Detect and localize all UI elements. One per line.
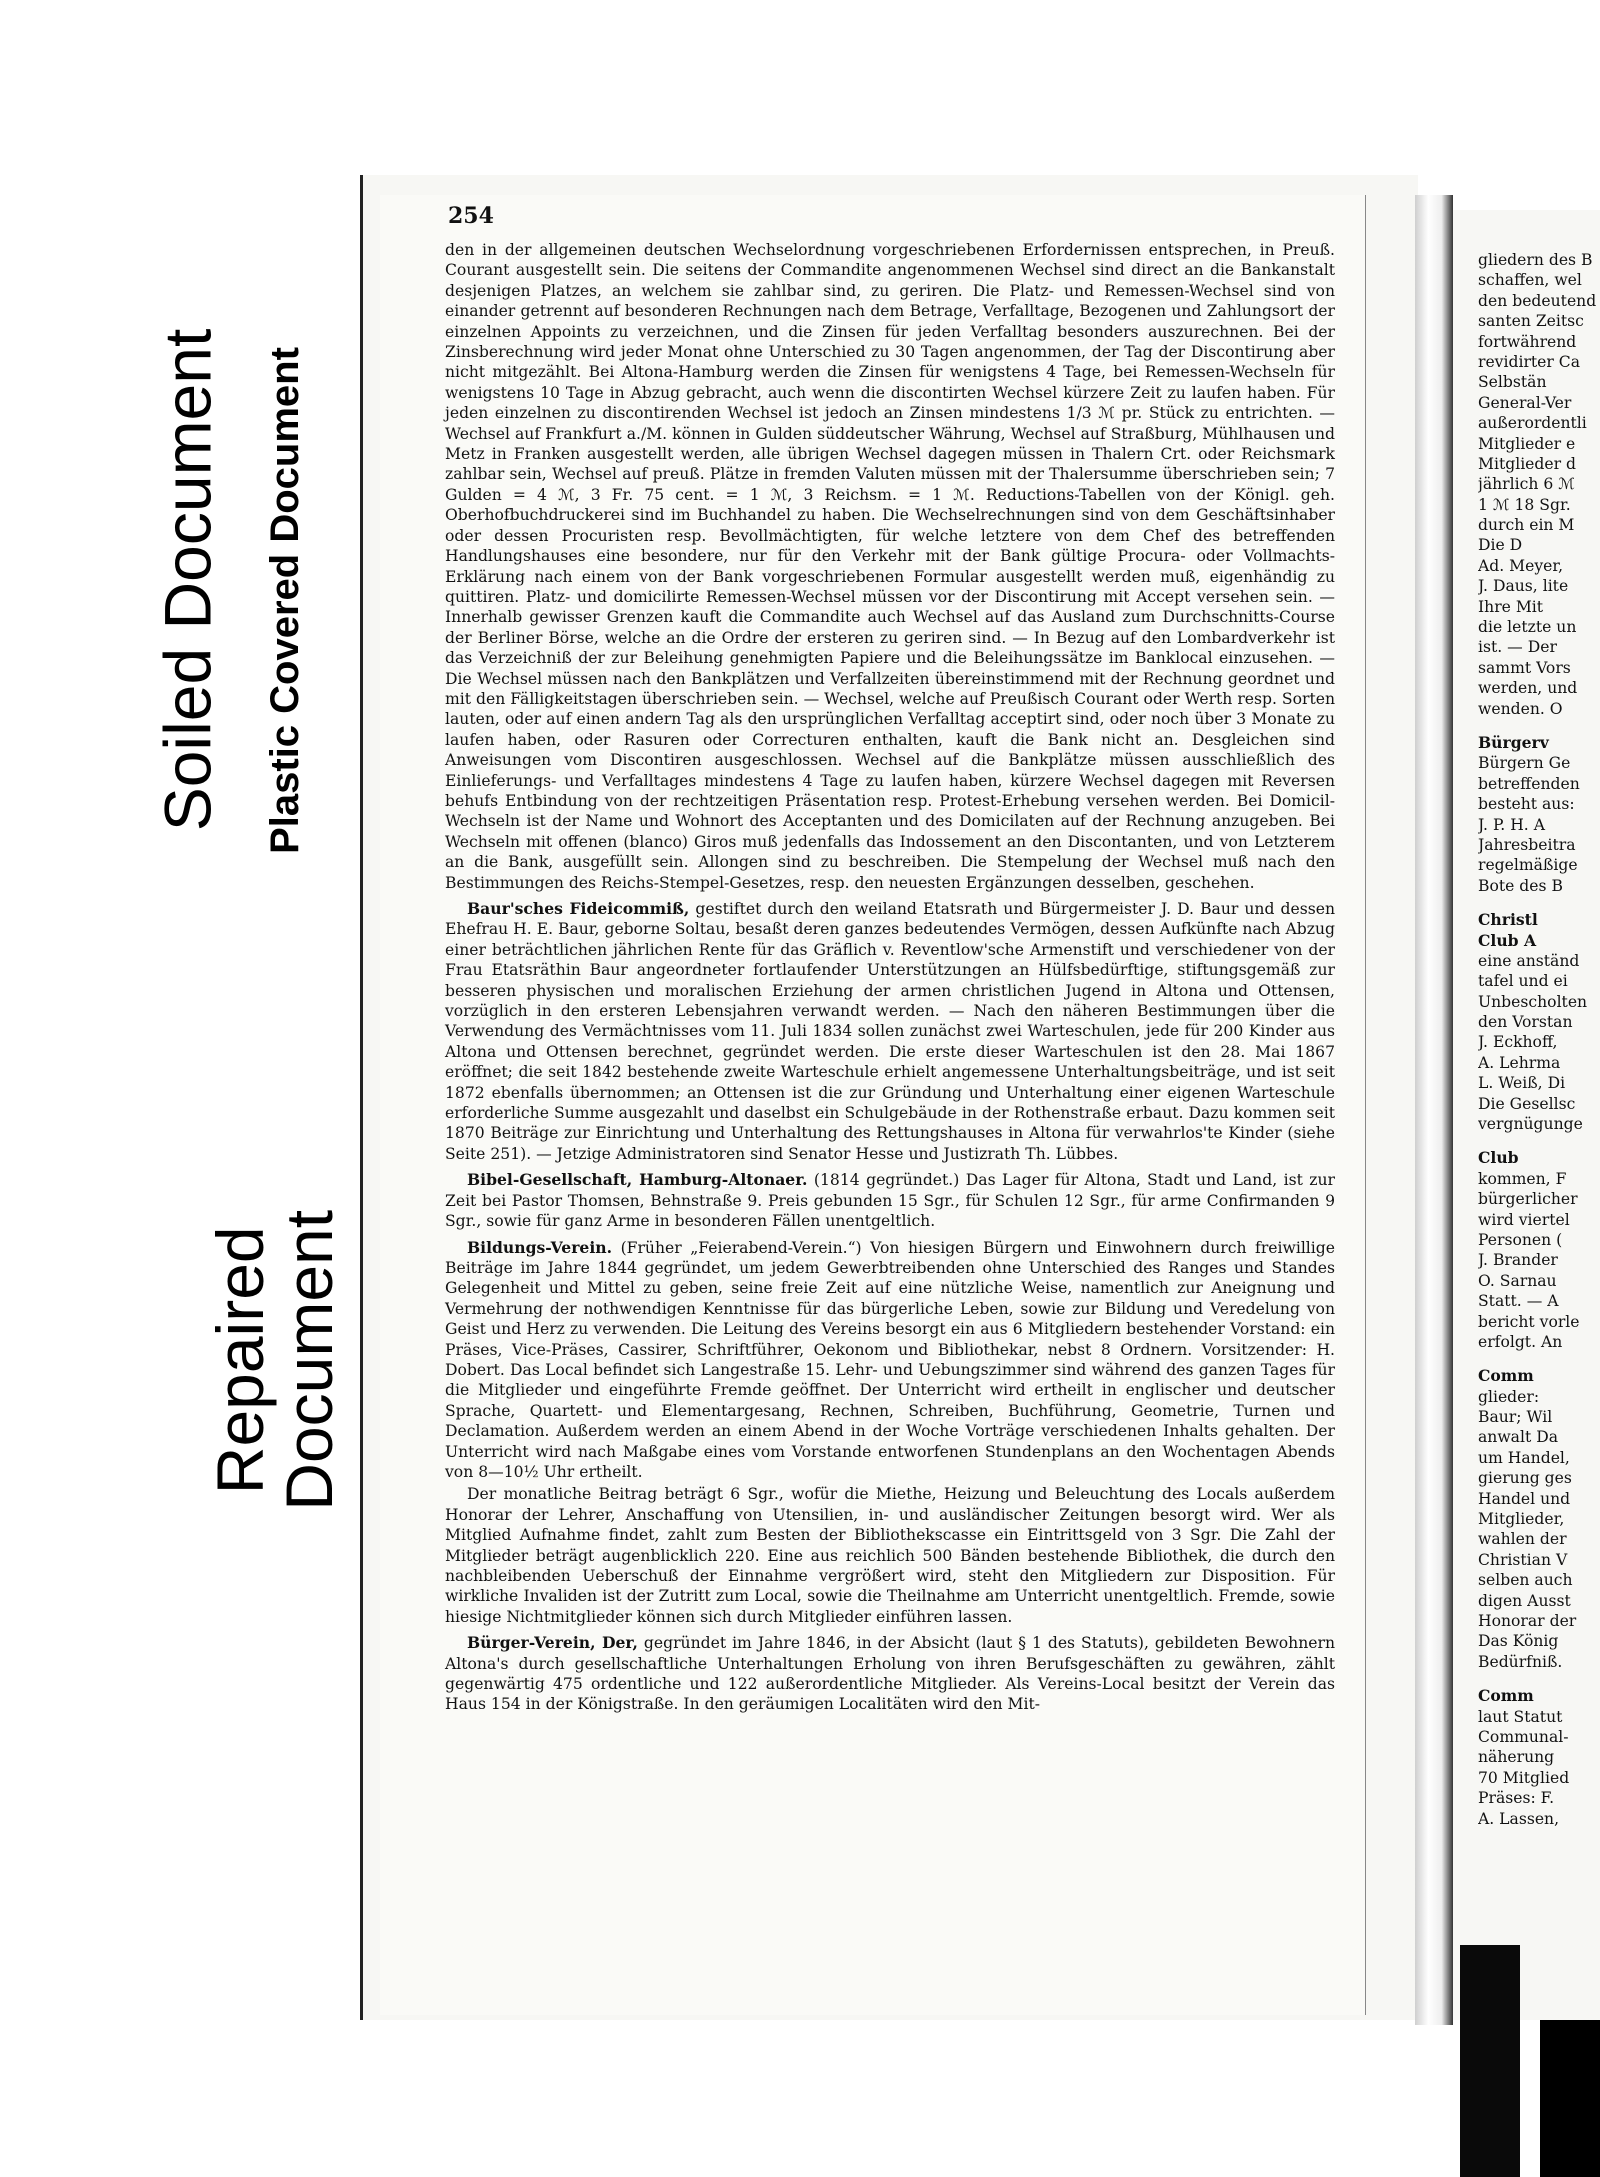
facing-line: ist. — Der xyxy=(1478,638,1557,657)
facing-line: gliedern des B xyxy=(1478,251,1593,269)
facing-gap xyxy=(1478,1134,1600,1148)
facing-line: Mitglieder, xyxy=(1478,1510,1565,1529)
entry-bildung xyxy=(445,1238,1335,1483)
facing-line: J. Eckhoff, xyxy=(1478,1033,1558,1052)
facing-line: bürgerlicher xyxy=(1478,1190,1578,1209)
facing-line: betreffenden xyxy=(1478,774,1580,793)
facing-line: besteht aus: xyxy=(1478,795,1575,814)
facing-page-text xyxy=(1478,250,1600,1829)
plastic-covered-label xyxy=(255,300,315,900)
facing-line: Die Gesellsc xyxy=(1478,1094,1576,1113)
entry-bildung-head: Bildungs-Verein. xyxy=(467,1237,613,1257)
page-text xyxy=(445,240,1335,1715)
facing-line: J. Brander xyxy=(1478,1251,1558,1270)
entry-bibel-text: (1814 gegründet.) Das Lager für Altona, Stadt und Land, ist zur Zeit bei Pastor Thomsen, Behnstraße 9. Preis gebunden 15 Sgr., für Schulen 12 Sgr., für arme Confirmanden 9 Sgr., sowie für ganz Arme in besonderen Fällen unentgeltlich. xyxy=(445,1171,1336,1231)
facing-line: revidirter Ca xyxy=(1478,352,1581,371)
facing-line: Mitglieder d xyxy=(1478,454,1577,473)
entry-baur-text: gestiftet durch den weiland Etatsrath und Bürgermeister J. D. Baur und dessen Ehefrau H. E. Baur, geborne Soltau, besaßt deren ganzes bedeutendes Vermögen, dessen Aufkünfte nach Abzug einer beträchtlichen jährlichen Rente für das Gräflich v. Reventlow'sche Armenstift und verschiedener von der Frau Etatsräthin Baur angeordneter fortlaufender Unterstützungen an Hülfsbedürftige, stiftungsgemäß zur besseren physischen und moralischen Erziehung der armen christlichen Jugend in Altona und Ottensen, vorzüglich in den ersteren Lebensjahren verwandt werden. — Nach den näheren Bestimmungen über die Verwendung des Vermächtnisses vom 11. Juli 1834 sollen zunächst zwei Warteschulen, jede für 200 Kinder aus Altona und Ottensen berechnet, gegründet werden. Die erste dieser Warteschulen ist den 28. Mai 1867 eröffnet; die seit 1842 bestehende zweite Warteschule erhielt angemessene Unterhaltungsbeiträge, und ist seit 1872 ebenfalls übernommen; an Ottensen ist die zur Gründung und Unterhaltung einer eigenen Warteschule erforderliche Summe ausgezahlt und daselbst ein Schulgebäude in der Rothenstraße erbaut. Dazu kommen seit 1870 Beiträge zur Einrichtung und Unterhaltung des Rettungshauses in Altona für verwahrlos'te Kinder (siehe Seite 251). — Jetzige Administratoren sind Senator Hesse und Justizrath Th. Lübbes. xyxy=(445,900,1335,1163)
facing-line: Club xyxy=(1478,1148,1519,1168)
facing-line: Bürgerv xyxy=(1478,732,1549,752)
facing-line: J. Daus, lite xyxy=(1478,577,1569,596)
facing-line: werden, und xyxy=(1478,679,1578,698)
facing-line: gierung ges xyxy=(1478,1469,1572,1488)
facing-line: anwalt Da xyxy=(1478,1428,1558,1447)
facing-line: Honorar der xyxy=(1478,1612,1577,1630)
facing-line: Club A xyxy=(1478,930,1537,950)
facing-line: Bürgern Ge xyxy=(1478,754,1571,773)
book-gutter xyxy=(1415,195,1453,2025)
facing-line: kommen, F xyxy=(1478,1169,1567,1188)
facing-line: selben auch xyxy=(1478,1571,1573,1590)
facing-line: Ihre Mit xyxy=(1478,597,1544,616)
facing-line: um Handel, xyxy=(1478,1448,1570,1467)
repaired-line-1: Repaired xyxy=(202,1226,277,1494)
facing-line: Baur; Wil xyxy=(1478,1408,1553,1427)
facing-line: außerordentli xyxy=(1478,414,1587,433)
scanner-shadow xyxy=(1460,1945,1520,2177)
facing-line: sammt Vors xyxy=(1478,658,1571,677)
facing-line: laut Statut xyxy=(1478,1707,1563,1726)
facing-gap xyxy=(1478,719,1600,733)
repaired-document-label xyxy=(180,1080,370,1640)
facing-line: Unbescholten xyxy=(1478,992,1588,1011)
facing-line: wenden. O xyxy=(1478,699,1563,718)
entry-buerger-head: Bürger-Verein, Der, xyxy=(467,1633,638,1653)
facing-line: O. Sarnau xyxy=(1478,1271,1557,1290)
facing-line: wahlen der xyxy=(1478,1530,1567,1549)
scanner-edge xyxy=(1540,2020,1600,2177)
facing-line: Comm xyxy=(1478,1686,1534,1706)
facing-line: Präses: F. xyxy=(1478,1789,1555,1808)
page-number: 254 xyxy=(448,203,494,229)
facing-line: bericht vorle xyxy=(1478,1312,1580,1331)
facing-line: A. Lassen, xyxy=(1478,1809,1560,1828)
entry-buerger-text: gegründet im Jahre 1846, in der Absicht (laut § 1 des Statuts), gebildeten Bewohnern Altona's durch gesellschaftliche Unterhaltungen Erholung von ihren Berufsgeschäften zu gewähren, zählt gegenwärtig 475 ordentliche und 122 außerordentliche Mitglieder. Als Vereins-Local besitzt der Verein das Haus 154 in der Königstraße. In den geräumigen Localitäten wird den Mit- xyxy=(445,1634,1335,1714)
entry-bildung-text: (Früher „Feierabend-Verein.“) Von hiesigen Bürgern und Einwohnern durch freiwillige Beiträge im Jahre 1844 gegründet, um jedem Gewerbtreibenden ohne Unterschied des Ranges und Standes Gelegenheit und Mittel zu geben, seine freie Zeit auf eine nützliche Weise, namentlich zur Aneignung und Vermehrung der nothwendigen Kenntnisse für das bürgerliche Leben, sowie zur Bildung und Veredelung von Geist und Herz zu verwenden. Die Leitung des Vereins besorgt ein aus 6 Mitgliedern bestehender Vorstand: ein Präses, Vice-Präses, Cassirer, Schriftführer, Oekonom und Bibliothekar, nebst 8 Ordnern. Vorsitzender: H. Dobert. Das Local befindet sich Langestraße 15. Lehr- und Uebungszimmer sind während des ganzen Tages für die Mitglieder und eingeführte Fremde geöffnet. Der Unterricht wird ertheilt in englischer und deutscher Sprache, Quartett- und Elementargesang, Rechnen, Schreiben, Buchführung, Geometrie, Turnen und Declamation. Außerdem werden an einem Abend in der Woche Vorträge verschiedenen Inhalts gehalten. Der Unterricht wird nach Maßgabe eines vom Vorstande entworfenen Stundenplans an den Wochentagen Abends von 8—10½ Uhr ertheilt. xyxy=(445,1238,1335,1481)
facing-gap xyxy=(1478,1352,1600,1366)
entry-bibel-head: Bibel-Gesellschaft, Hamburg-Altonaer. xyxy=(467,1170,808,1190)
facing-gap xyxy=(1478,1672,1600,1686)
facing-line: Comm xyxy=(1478,1366,1534,1386)
facing-line: regelmäßige xyxy=(1478,856,1578,875)
facing-line: Personen ( xyxy=(1478,1230,1563,1249)
facing-line: Christl xyxy=(1478,910,1538,930)
facing-line: General-Ver xyxy=(1478,393,1572,412)
facing-line: den Vorstan xyxy=(1478,1013,1573,1032)
soiled-document-label xyxy=(140,300,235,860)
entry-bildung-text-2: Der monatliche Beitrag beträgt 6 Sgr., wofür die Miethe, Heizung und Beleuchtung des Locals außerdem Honorar der Lehrer, Anschaffung von Utensilien, in- und ausländischer Zeitungen besorgt wird. Wer als Mitglied Aufnahme findet, zahlt zum Besten der Bibliothekscasse ein Eintrittsgeld von 3 Sgr. Die Zahl der Mitglieder beträgt augenblicklich 220. Eine aus reichlich 500 Bänden bestehende Bibliothek, die durch den nachbleibenden Ueberschuß der Einnahme vergrößert wird, steht den Mitgliedern zur Disposition. Für wirkliche Invaliden ist der Zutritt zum Local, sowie die Theilnahme am Unterricht unentgeltlich. Fremde, sowie hiesige Nichtmitglieder können sich durch Mitglieder einführen lassen. xyxy=(445,1485,1335,1626)
facing-line: Selbstän xyxy=(1478,373,1547,392)
facing-line: Statt. — A xyxy=(1478,1292,1559,1311)
facing-line: die letzte un xyxy=(1478,618,1577,637)
plastic-covered-text: Plastic Covered Document xyxy=(262,346,307,854)
facing-gap xyxy=(1478,896,1600,910)
entry-baur-head: Baur'sches Fideicommiß, xyxy=(467,899,690,918)
facing-line: Communal- xyxy=(1478,1727,1569,1746)
facing-line: Das König xyxy=(1478,1632,1559,1651)
facing-line: vergnügunge xyxy=(1478,1115,1583,1134)
facing-line: schaffen, wel xyxy=(1478,271,1582,290)
facing-line: Bote des B xyxy=(1478,876,1563,895)
facing-line: Ad. Meyer, xyxy=(1478,556,1564,575)
facing-line: L. Weiß, Di xyxy=(1478,1074,1566,1093)
intro-paragraph: den in der allgemeinen deutschen Wechselordnung vorgeschriebenen Erfordernissen entsprechen, in Preuß. Courant ausgestellt sein. Die seitens der Commandite angenommenen Wechsel sind direct an die Bankanstalt desjenigen Platzes, an welchem sie zahlbar sind, zu geriren. Die Platz- und Remessen-Wechsel sind von einander getrennt auf besonderen Rechnungen nach dem Betrage, Verfalltage, Bezogenen und Zahlungsort der einzelnen Appoints zu verzeichnen, und die Zinsen für jeden Verfalltag besonders auszurechnen. Bei der Zinsberechnung wird jeder Monat ohne Unterschied zu 30 Tagen angenommen, der Tag der Discontirung aber nicht mitgezählt. Bei Altona-Hamburg werden die Zinsen für wenigstens 4 Tage, bei Remessen-Wechseln für wenigstens 10 Tage in Abzug gebracht, auch wenn die discontirten Wechsel kürzere Zeit zu laufen haben. Für jeden einzelnen zu discontirenden Wechsel ist jedoch an Zinsen mindestens 1/3 ℳ pr. Stück zu entrichten. — Wechsel auf Frankfurt a./M. können in Gulden süddeutscher Währung, Wechsel auf Straßburg, Mühlhausen und Metz in Franken ausgestellt werden, alle übrigen Wechsel dagegen müssen in Thalern Crt. oder Reichsmark zahlbar sein, Wechsel auf preuß. Plätze in fremden Valuten müssen mit der Thalersumme überschrieben sein; 7 Gulden = 4 ℳ, 3 Fr. 75 cent. = 1 ℳ, 3 Reichsm. = 1 ℳ. Reductions-Tabellen von der Königl. geh. Oberhofbuchdruckerei sind im Buchhandel zu haben. Die Wechselrechnungen sind von dem Geschäftsinhaber oder dessen Procuristen resp. Bevollmächtigten, für welche letztere von dem Chef des betreffenden Handlungshauses eine besondere, nur für den Verkehr mit der Bank gültige Procura- oder Vollmachts-Erklärung nach einem von der Bank vorgeschriebenen Formular ausgestellt werden muß, eigenhändig zu quittiren. Platz- und domicilirte Remessen-Wechsel müssen vor der Discontirung mit Accept versehen sein. — Innerhalb gewisser Grenzen kauft die Commandite auch Wechsel auf das Ausland zum Durchschnitts-Course der Berliner Börse, welche an die Ordre der ersteren zu geriren sind. — In Bezug auf den Lombardverkehr ist das Verzeichniß der zur Beleihung genehmigten Papiere und die Beleihungssätze im Banklocal einzusehen. — Die Wechsel müssen nach den Bankplätzen und Verfallzeiten übereinstimmend mit der Rechnung geordnet und mit den Fälligkeitstagen überschrieben sein. — Wechsel, welche auf Preußisch Courant oder Werth resp. Sorten lauten, oder auf einen andern Tag als den ursprünglichen Verfalltag acceptirt sind, oder noch über 3 Monate zu laufen haben, oder Rasuren oder Correcturen enthalten, kauft die Bank nicht an. Desgleichen sind Anweisungen vom Discontiren ausgeschlossen. Wechsel auf die Bankplätze müssen ausschließlich des Einlieferungs- und Verfalltages mindestens 4 Tage zu laufen haben, kürzere Wechsel dagegen mit Reversen behufs Entbindung von der rechtzeitigen Präsentation resp. Protest-Erhebung versehen werden. Bei Domicil-Wechseln ist der Name und Wohnort des Acceptanten und des Domicilaten auf der Rechnung anzugeben. Bei Wechseln mit offenen (blanco) Giros muß jedenfalls das Indossement an den Discontanten, und von Letzterem an die Bank, ausgefüllt sein. Allongen sind zu beschreiben. Die Stempelung der Wechsel muß nach den Bestimmungen des Reichs-Stempel-Gesetzes, resp. den neuesten Ergänzungen desselben, geschehen. xyxy=(445,241,1335,892)
facing-line: eine anständ xyxy=(1478,951,1580,970)
facing-line: 70 Mitglied xyxy=(1478,1768,1570,1787)
facing-line: jährlich 6 ℳ xyxy=(1478,475,1575,494)
facing-line: glieder: xyxy=(1478,1387,1540,1406)
facing-line: fortwährend xyxy=(1478,332,1577,351)
facing-line: durch ein M xyxy=(1478,516,1575,535)
facing-line: digen Ausst xyxy=(1478,1591,1571,1610)
facing-line: wird viertel xyxy=(1478,1210,1570,1229)
repaired-line-2: Document xyxy=(272,1209,346,1511)
facing-line: näherung xyxy=(1478,1748,1555,1767)
facing-line: Christian V xyxy=(1478,1550,1568,1569)
facing-line: Mitglieder e xyxy=(1478,434,1576,453)
facing-line: A. Lehrma xyxy=(1478,1053,1561,1072)
entry-baur xyxy=(445,899,1335,1164)
entry-buerger xyxy=(445,1633,1335,1715)
facing-line: Die D xyxy=(1478,536,1523,555)
facing-line: Bedürfniß. xyxy=(1478,1652,1563,1671)
entry-bibel xyxy=(445,1170,1335,1231)
facing-line: santen Zeitsc xyxy=(1478,312,1584,331)
facing-line: Handel und xyxy=(1478,1489,1571,1508)
facing-line: J. P. H. A xyxy=(1478,815,1545,834)
soiled-document-text: Soiled Document xyxy=(150,328,225,832)
facing-line: Jahresbeitra xyxy=(1478,835,1576,854)
facing-line: den bedeutend xyxy=(1478,291,1597,310)
facing-line: erfolgt. An xyxy=(1478,1332,1563,1351)
facing-line: tafel und ei xyxy=(1478,972,1568,991)
facing-line: 1 ℳ 18 Sgr. xyxy=(1478,495,1571,514)
